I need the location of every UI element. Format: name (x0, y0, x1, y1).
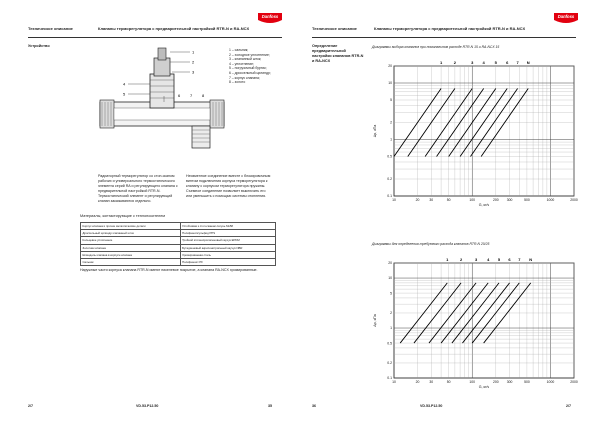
y-axis-label: Δp, кПа (373, 314, 377, 327)
setting-label-6: 6 (506, 60, 509, 65)
legend-item: 8 – золото (229, 80, 246, 85)
left-footer-code: VD.53.P12.50 (136, 404, 159, 408)
left-header-section: Техническое описание (28, 26, 73, 31)
description-right-column: Неизменное соединение вместе с блокировочным винтом подключения корпуса терморегулятора к клапану с корпусом терморегулятора пружины. Съемное соединение позволяет выключить его или уменьшить с помощью системы отопления. (186, 174, 271, 198)
setting-label-3: 3 (471, 60, 474, 65)
y-tick-label: 20 (388, 64, 392, 69)
left-header-title: Клапаны терморегулятора с предварительной настройкой RTR-N и RA-NCX (98, 26, 250, 31)
device-section-label: Устройство (28, 44, 50, 48)
x-tick-label: 200 (492, 380, 499, 384)
chart-rtrn15 (372, 54, 582, 214)
x-tick-label: 20 (415, 198, 420, 202)
y-axis-label: Δp, кПа (373, 124, 377, 138)
x-tick-label: 300 (506, 380, 513, 384)
x-tick-label: 2000 (570, 380, 578, 384)
material-value: Хромированная сталь (180, 251, 275, 258)
right-footer-code: VD.53.P12.50 (420, 404, 443, 408)
material-value: Тройной этиленпропиленовый каучук EPDM (180, 237, 275, 244)
table-row (81, 258, 276, 265)
setting-label-N: N (529, 257, 533, 262)
table-row (81, 251, 276, 258)
material-value: Бутадиеновый акрилонитрильный каучук NBR (180, 244, 275, 251)
material-part: Кольцевое уплотнение (81, 237, 181, 244)
svg-text:Danfoss: Danfoss (261, 14, 279, 20)
material-value: Полифенилсульфид PPS (180, 230, 275, 237)
chart-rtrn20-25 (372, 251, 582, 396)
material-part: Корпус клапана и прочие металлические детали (81, 223, 181, 230)
component-legend (229, 48, 295, 85)
legend-item: 2 – холодное уплотнение; (229, 52, 270, 57)
danfoss-logo (552, 11, 580, 25)
x-tick-label: 10 (392, 198, 396, 202)
setting-label-2: 2 (453, 60, 456, 65)
setting-label-7: 7 (518, 257, 521, 262)
presetting-section-label: Определение предварительной настройки клапанов RTR-N и RA-NCX (312, 44, 364, 63)
legend-item: 5 – погрузочный буртик; (229, 66, 267, 71)
right-header-rule (312, 37, 576, 38)
setting-label-N: N (526, 60, 530, 65)
right-footer-page: 36 (312, 404, 316, 408)
setting-label-4: 4 (482, 60, 485, 65)
y-tick-label: 0.1 (387, 376, 392, 381)
danfoss-logo-mark (552, 11, 580, 25)
left-header-rule (28, 37, 282, 38)
x-tick-label: 100 (469, 380, 476, 384)
callout-2: 2 (192, 59, 195, 65)
y-tick-label: 0.5 (387, 154, 392, 159)
materials-title: Материалы, контактирующие с теплоносителем (80, 214, 165, 218)
callout-4: 4 (123, 81, 126, 87)
x-tick-label: 20 (415, 380, 420, 384)
callout-7: 7 (190, 93, 193, 98)
setting-label-2: 2 (459, 257, 463, 262)
x-tick-label: 500 (524, 198, 530, 202)
table-row (81, 223, 276, 230)
y-tick-label: 10 (388, 276, 392, 281)
x-tick-label: 100 (469, 198, 476, 202)
y-tick-label: 5 (390, 98, 392, 103)
y-tick-label: 2 (390, 311, 392, 316)
x-tick-label: 2000 (570, 198, 578, 202)
setting-label-4: 4 (487, 257, 490, 262)
legend-item: 3 – клапанный шток; (229, 57, 262, 62)
legend-item: 7 – корпус клапана; (229, 75, 260, 80)
y-tick-label: 2 (390, 120, 392, 125)
x-tick-label: 50 (446, 198, 451, 202)
x-tick-label: 30 (429, 380, 434, 384)
y-tick-label: 0.1 (387, 194, 392, 199)
right-footer-number: 2/7 (566, 404, 571, 408)
y-tick-label: 10 (388, 81, 392, 86)
right-page (300, 0, 600, 424)
x-tick-label: 1000 (546, 380, 555, 384)
x-tick-label: 300 (506, 198, 513, 202)
material-value: Полифеннит PF (180, 258, 275, 265)
svg-text:Danfoss: Danfoss (557, 14, 575, 20)
x-tick-label: 10 (392, 380, 396, 384)
material-part: Золотник клапана (81, 244, 181, 251)
x-tick-label: 30 (429, 198, 434, 202)
setting-label-5: 5 (497, 257, 501, 262)
callout-1: 1 (192, 49, 195, 55)
y-tick-label: 1 (390, 137, 392, 142)
y-tick-label: 5 (390, 291, 392, 296)
legend-item: 6 – дроссельный цилиндр; (229, 70, 271, 75)
callout-8: 8 (202, 93, 205, 98)
left-footer-page: 2/7 (28, 404, 33, 408)
left-footer-number: 35 (268, 404, 272, 408)
right-header-section: Техническое описание (312, 26, 357, 31)
x-axis-label: G, кг/ч (478, 385, 490, 389)
x-axis-label: G, кг/ч (478, 203, 490, 207)
material-value: Устойчивая к стоп-сканам латунь Ms58 (180, 223, 275, 230)
x-tick-label: 500 (524, 380, 530, 384)
callout-5: 5 (123, 91, 126, 97)
setting-label-5: 5 (494, 60, 497, 65)
chart1-title: Диаграммы выбора клапанов при номинальном расходе RTR-N 15 и RA-NCX 15 (372, 45, 500, 49)
danfoss-logo (256, 11, 284, 25)
legend-item: 4 – уплотнение; (229, 61, 254, 66)
y-tick-label: 0.2 (387, 177, 392, 182)
material-part: Дроссельный цилиндр клапанный шток (81, 230, 181, 237)
callout-6: 6 (178, 93, 181, 98)
right-header-title: Клапаны терморегулятора с предварительной настройкой RTR-N и RA-NCX (374, 26, 526, 31)
y-tick-label: 20 (388, 261, 392, 266)
setting-label-3: 3 (474, 257, 478, 262)
valve-cross-section-drawing (98, 44, 228, 152)
material-part: Сальник (81, 258, 181, 265)
setting-label-1: 1 (446, 257, 449, 262)
material-part: Шпиндель клапана в корпусе клапана (81, 251, 181, 258)
y-tick-label: 0.2 (387, 361, 392, 366)
callout-3: 3 (192, 69, 195, 75)
table-row (81, 244, 276, 251)
setting-label-7: 7 (516, 60, 519, 65)
x-tick-label: 50 (446, 380, 451, 384)
setting-label-6: 6 (508, 257, 511, 262)
description-left-column: Радиаторный терморегулятор со стоп-сканом рабочих и универсального термостатического элемента серий RA и регулирующего клапана с предварительной настройкой RTR-N. Термостатический элемент и регулирующий клапан заказываются отдельно. (98, 174, 178, 203)
coating-note: Наружные части корпуса клапана RTR-N имеют никелевое покрытие, а клапана RA-NCX хромированные. (80, 268, 258, 272)
table-row (81, 237, 276, 244)
y-tick-label: 0.5 (387, 341, 392, 346)
chart2-title: Диаграммы для определения требуемого расхода клапанов RTR-N 20/25 (372, 242, 490, 246)
danfoss-logo-mark (256, 11, 284, 25)
setting-label-1: 1 (439, 60, 443, 65)
x-tick-label: 200 (492, 198, 499, 202)
table-row (81, 230, 276, 237)
materials-table (80, 222, 276, 266)
legend-item: 1 – сальник; (229, 48, 249, 52)
y-tick-label: 1 (390, 326, 392, 331)
x-tick-label: 1000 (546, 198, 555, 202)
